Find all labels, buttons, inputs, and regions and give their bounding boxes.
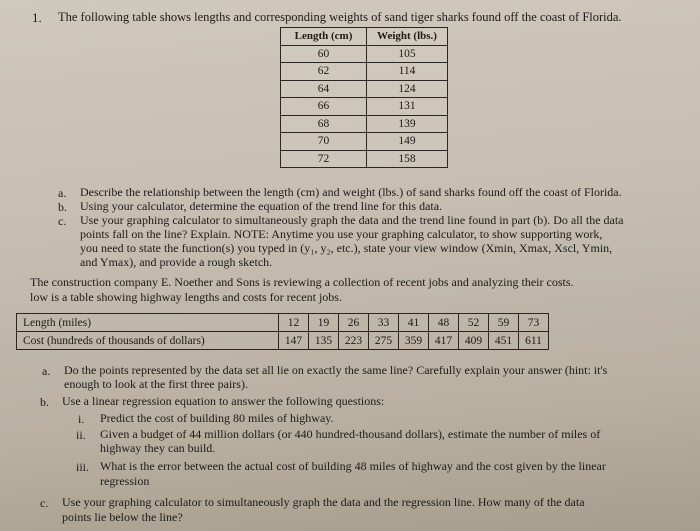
part-2b-ii-label: ii. [76, 428, 86, 442]
part-2b-text: Use a linear regression equation to answer the following questions: [62, 394, 385, 408]
part-1b-label: b. [58, 200, 67, 214]
table-row [281, 45, 448, 63]
cost-cell: 223 [339, 332, 369, 350]
length-cell: 12 [279, 314, 309, 332]
weight-cell: 158 [367, 150, 448, 168]
part-1c-line-3: you need to state the function(s) you typed in (y₁, y₂, etc.), state your view window (Xmin, Xmax, Xscl, Ymin, [80, 241, 613, 255]
length-cell: 72 [281, 150, 367, 168]
part-2a-line-1: Do the points represented by the data set all lie on exactly the same line? Carefully explain your answer (hint: it's [64, 363, 608, 377]
part-2b-i-text: Predict the cost of building 80 miles of highway. [100, 411, 334, 425]
length-cell: 59 [489, 314, 519, 332]
length-cell: 68 [281, 115, 367, 133]
length-cell: 52 [459, 314, 489, 332]
part-2a-label: a. [42, 364, 51, 378]
length-row-header: Length (miles) [17, 314, 279, 332]
table-row [281, 150, 448, 168]
length-cell: 19 [309, 314, 339, 332]
part-2c-line-2: points lie below the line? [62, 510, 183, 524]
part-1c-label: c. [58, 214, 67, 228]
table-row [281, 80, 448, 98]
part-2b-ii-line-1: Given a budget of 44 million dollars (or 440 hundred-thousand dollars), estimate the number of miles of [100, 427, 601, 441]
cost-cell: 417 [429, 332, 459, 350]
length-cell: 33 [369, 314, 399, 332]
table-row [281, 63, 448, 81]
problem-1-intro: The following table shows lengths and corresponding weights of sand tiger sharks found off the coast of Florida. [58, 10, 622, 24]
length-cell: 60 [281, 45, 367, 63]
table-row [17, 314, 549, 332]
part-2a-line-2: enough to look at the first three pairs). [64, 377, 248, 391]
part-2b-iii-label: iii. [76, 460, 90, 474]
shark-table-header-length: Length (cm) [281, 28, 367, 46]
cost-cell: 147 [279, 332, 309, 350]
part-1c-line-1: Use your graphing calculator to simultaneously graph the data and the trend line found in part (b). Do all the data [80, 213, 624, 227]
length-cell: 26 [339, 314, 369, 332]
highway-table [16, 313, 549, 350]
cost-cell: 275 [369, 332, 399, 350]
weight-cell: 124 [367, 80, 448, 98]
table-row [281, 98, 448, 116]
cost-cell: 611 [519, 332, 549, 350]
table-row [281, 133, 448, 151]
problem-2-intro-line-1: The construction company E. Noether and Sons is reviewing a collection of recent jobs and analyzing their costs. [30, 275, 574, 289]
part-2b-iii-line-1: What is the error between the actual cost of building 48 miles of highway and the cost given by the linear [100, 459, 606, 473]
length-cell: 70 [281, 133, 367, 151]
part-2c-line-1: Use your graphing calculator to simultaneously graph the data and the regression line. How many of the data [62, 495, 585, 509]
length-cell: 48 [429, 314, 459, 332]
cost-cell: 409 [459, 332, 489, 350]
part-2b-label: b. [40, 395, 49, 409]
part-1b-text: Using your calculator, determine the equation of the trend line for this data. [80, 199, 443, 213]
weight-cell: 114 [367, 63, 448, 81]
cost-cell: 359 [399, 332, 429, 350]
part-2b-i-label: i. [78, 412, 85, 426]
part-2b-ii-line-2: highway they can build. [100, 441, 216, 455]
weight-cell: 131 [367, 98, 448, 116]
cost-cell: 135 [309, 332, 339, 350]
table-row [17, 332, 549, 350]
length-cell: 73 [519, 314, 549, 332]
part-1c-line-4: and Ymax), and provide a rough sketch. [80, 255, 273, 269]
part-1a-text: Describe the relationship between the length (cm) and weight (lbs.) of sand sharks found off the coast of Florida. [80, 185, 622, 199]
part-2b-iii-line-2: regression [100, 474, 150, 488]
part-1a-label: a. [58, 186, 67, 200]
weight-cell: 105 [367, 45, 448, 63]
part-1c-line-2: points fall on the line? Explain. NOTE: Anytime you use your graphing calculator, to show supporting work, [80, 227, 603, 241]
length-cell: 41 [399, 314, 429, 332]
length-cell: 62 [281, 63, 367, 81]
part-2c-label: c. [40, 496, 49, 510]
length-cell: 64 [281, 80, 367, 98]
cost-row-header: Cost (hundreds of thousands of dollars) [17, 332, 279, 350]
problem-2-intro-line-2: low is a table showing highway lengths and costs for recent jobs. [30, 290, 342, 304]
shark-table [280, 27, 448, 168]
problem-1-number: 1. [32, 10, 42, 25]
cost-cell: 451 [489, 332, 519, 350]
table-row [281, 115, 448, 133]
length-cell: 66 [281, 98, 367, 116]
shark-table-header-weight: Weight (lbs.) [367, 28, 448, 46]
weight-cell: 149 [367, 133, 448, 151]
weight-cell: 139 [367, 115, 448, 133]
